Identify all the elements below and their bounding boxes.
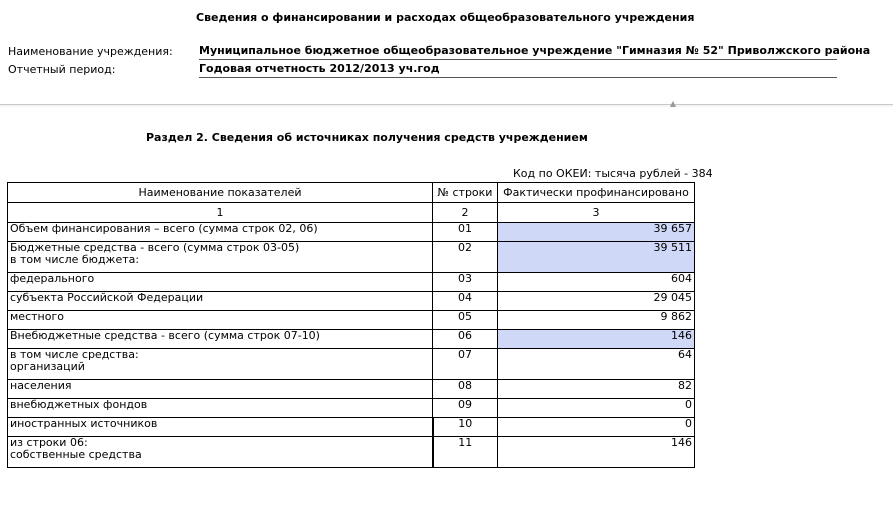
row-value[interactable]: 9 862 xyxy=(498,311,695,330)
row-name-line: населения xyxy=(10,379,72,392)
row-code: 05 xyxy=(433,311,498,330)
table-row xyxy=(8,349,695,380)
institution-value: Муниципальное бюджетное общеобразовательное учреждение "Гимназия № 52" Приволжского района xyxy=(199,44,837,60)
table-row xyxy=(8,399,695,418)
row-name xyxy=(8,349,433,380)
header-line-number: № строки xyxy=(433,183,498,203)
row-name xyxy=(8,380,433,399)
row-name xyxy=(8,242,433,273)
table-row xyxy=(8,273,695,292)
splitter-shadow xyxy=(0,105,893,108)
row-code: 01 xyxy=(433,223,498,242)
row-value[interactable]: 146 xyxy=(498,330,695,349)
table-row xyxy=(8,311,695,330)
row-name-line: Бюджетные средства - всего (сумма строк 03-05) xyxy=(10,241,300,254)
row-name-line: субъекта Российской Федерации xyxy=(10,291,204,304)
okei-code: Код по ОКЕИ: тысяча рублей - 384 xyxy=(513,167,713,180)
table-header-row xyxy=(8,183,695,203)
institution-label: Наименование учреждения: xyxy=(8,45,173,58)
column-number: 2 xyxy=(433,203,498,223)
row-name xyxy=(8,311,433,330)
row-name-subline: организаций xyxy=(10,360,85,373)
row-name-line: местного xyxy=(10,310,64,323)
row-value[interactable]: 604 xyxy=(498,273,695,292)
funding-sources-table xyxy=(7,182,695,468)
row-name xyxy=(8,437,433,468)
period-label: Отчетный период: xyxy=(8,63,116,76)
row-code: 10 xyxy=(433,418,498,437)
row-code: 04 xyxy=(433,292,498,311)
period-value: Годовая отчетность 2012/2013 уч.год xyxy=(199,62,837,78)
table-row xyxy=(8,292,695,311)
column-number: 3 xyxy=(498,203,695,223)
row-name xyxy=(8,223,433,242)
collapse-arrow-icon[interactable]: ▲ xyxy=(669,99,677,108)
row-name xyxy=(8,330,433,349)
row-name xyxy=(8,292,433,311)
row-value[interactable]: 39 657 xyxy=(498,223,695,242)
column-number: 1 xyxy=(8,203,433,223)
row-name-line: Объем финансирования – всего (сумма строк 02, 06) xyxy=(10,222,318,235)
table-row xyxy=(8,437,695,468)
row-value[interactable]: 64 xyxy=(498,349,695,380)
table-row xyxy=(8,223,695,242)
row-value[interactable]: 39 511 xyxy=(498,242,695,273)
row-name-line: из строки 06: xyxy=(10,436,88,449)
table-row xyxy=(8,242,695,273)
row-name xyxy=(8,399,433,418)
section-title: Раздел 2. Сведения об источниках получения средств учреждением xyxy=(146,131,588,144)
report-title: Сведения о финансировании и расходах общеобразовательного учреждения xyxy=(196,11,695,24)
row-name xyxy=(8,273,433,292)
row-name-line: в том числе средства: xyxy=(10,348,139,361)
row-code: 02 xyxy=(433,242,498,273)
row-code: 06 xyxy=(433,330,498,349)
row-code: 08 xyxy=(433,380,498,399)
row-value[interactable]: 29 045 xyxy=(498,292,695,311)
column-numbers-row xyxy=(8,203,695,223)
row-code: 11 xyxy=(433,437,498,468)
row-code: 03 xyxy=(433,273,498,292)
row-name-line: внебюджетных фондов xyxy=(10,398,148,411)
table-row xyxy=(8,380,695,399)
row-name-subline: собственные средства xyxy=(10,448,142,461)
header-indicator-name: Наименование показателей xyxy=(8,183,433,203)
row-value[interactable]: 146 xyxy=(498,437,695,468)
header-actual-funding: Фактически профинансировано xyxy=(498,183,695,203)
row-name xyxy=(8,418,433,437)
table-row xyxy=(8,330,695,349)
row-code: 09 xyxy=(433,399,498,418)
row-name-line: федерального xyxy=(10,272,95,285)
row-value[interactable]: 0 xyxy=(498,418,695,437)
row-value[interactable]: 82 xyxy=(498,380,695,399)
row-code: 07 xyxy=(433,349,498,380)
row-value[interactable]: 0 xyxy=(498,399,695,418)
row-name-subline: в том числе бюджета: xyxy=(10,253,140,266)
table-row xyxy=(8,418,695,437)
row-name-line: иностранных источников xyxy=(10,417,158,430)
row-name-line: Внебюджетные средства - всего (сумма строк 07-10) xyxy=(10,329,320,342)
